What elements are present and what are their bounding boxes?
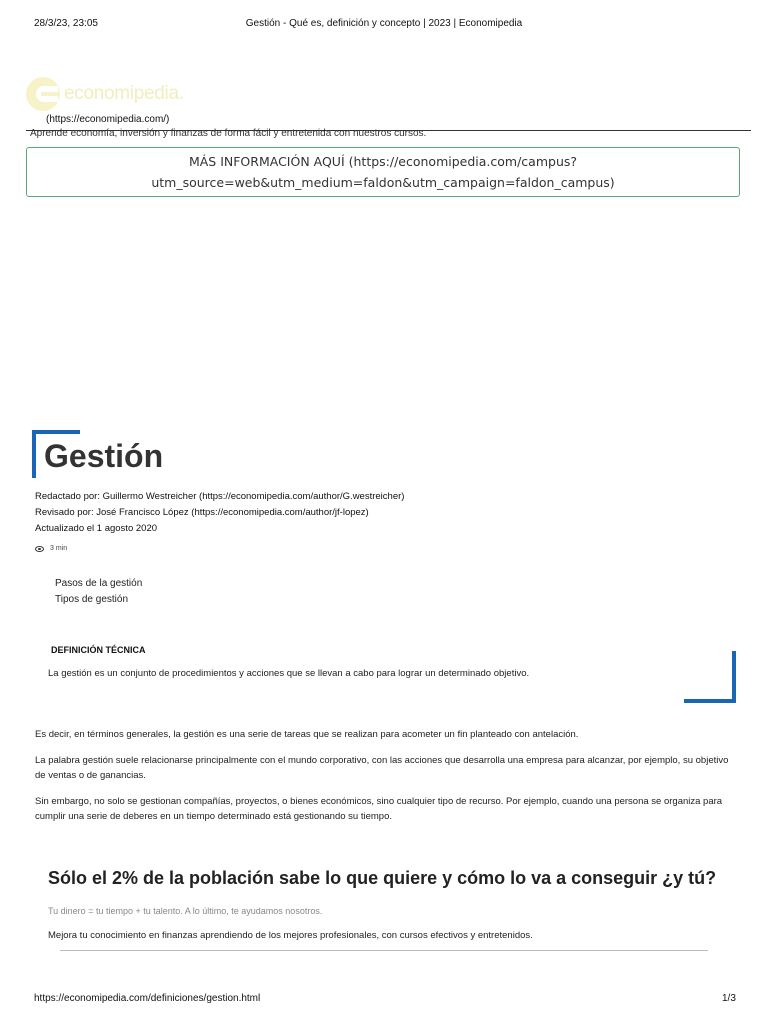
read-time-label: 3 min	[50, 545, 68, 552]
logo-text: economipedia.	[64, 83, 184, 104]
article-title: Gestión	[44, 438, 164, 474]
read-time	[35, 545, 67, 552]
print-page-title: Gestión - Qué es, definición y concepto | 2023 | Economipedia	[245, 18, 523, 29]
print-date: 28/3/23, 23:05	[34, 18, 98, 29]
reviewer-line[interactable]: Revisado por: José Francisco López (https://economipedia.com/author/jf-lopez)	[35, 507, 369, 518]
promo-subtitle: Tu dinero = tu tiempo + tu talento. A lo último, te ayudamos nosotros.	[48, 906, 323, 916]
definition-text: La gestión es un conjunto de procedimientos y acciones que se llevan a cabo para lograr un determinado objetivo.	[48, 668, 530, 679]
definition-heading: DEFINICIÓN TÉCNICA	[51, 645, 146, 655]
definition-corner-decoration	[684, 651, 736, 703]
table-of-contents	[55, 576, 142, 608]
toc-item-pasos[interactable]: Pasos de la gestión	[55, 578, 143, 589]
paragraph-1: Es decir, en términos generales, la gestión es una serie de tareas que se realizan para acometer un fin planteado con antelación.	[35, 729, 579, 740]
tagline: Aprende economía, inversión y finanzas de forma fácil y entretenida con nuestros cursos.	[30, 128, 427, 139]
promo-text: Mejora tu conocimiento en finanzas aprendiendo de los mejores profesionales, con cursos efectivos y entretenidos.	[48, 930, 533, 941]
more-info-box[interactable]	[26, 147, 740, 197]
paragraph-2: La palabra gestión suele relacionarse principalmente con el mundo corporativo, con las acciones que desarrolla una empresa para alcanzar, por ejemplo, su objetivo de ventas o de ganancias.	[35, 755, 729, 781]
eye-icon	[35, 546, 44, 552]
author-line[interactable]: Redactado por: Guillermo Westreicher (https://economipedia.com/author/G.westreicher)	[35, 491, 405, 502]
more-info-line-1[interactable]: MÁS INFORMACIÓN AQUÍ (https://economipedia.com/campus?	[188, 154, 578, 169]
toc-item-tipos[interactable]: Tipos de gestión	[55, 594, 129, 605]
print-page-number: 1/3	[722, 993, 736, 1004]
promo-heading: Sólo el 2% de la población sabe lo que quiere y cómo lo va a conseguir ¿y tú?	[48, 868, 717, 888]
logo-url-link[interactable]: (https://economipedia.com/)	[46, 114, 170, 125]
logo-icon	[26, 77, 60, 111]
paragraph-3: Sin embargo, no solo se gestionan compañías, proyectos, o bienes económicos, sino cualquier tipo de recurso. Por ejemplo, cuando una persona se organiza para cumplir una serie de deberes en un tiempo determinado está gestionando su tiempo.	[35, 796, 723, 822]
more-info-line-2[interactable]: utm_source=web&utm_medium=faldon&utm_campaign=faldon_campus)	[151, 175, 615, 190]
updated-date: Actualizado el 1 agosto 2020	[35, 523, 158, 534]
promo-divider	[60, 950, 708, 951]
site-logo[interactable]	[26, 74, 196, 114]
print-footer-url: https://economipedia.com/definiciones/gestion.html	[34, 993, 261, 1004]
